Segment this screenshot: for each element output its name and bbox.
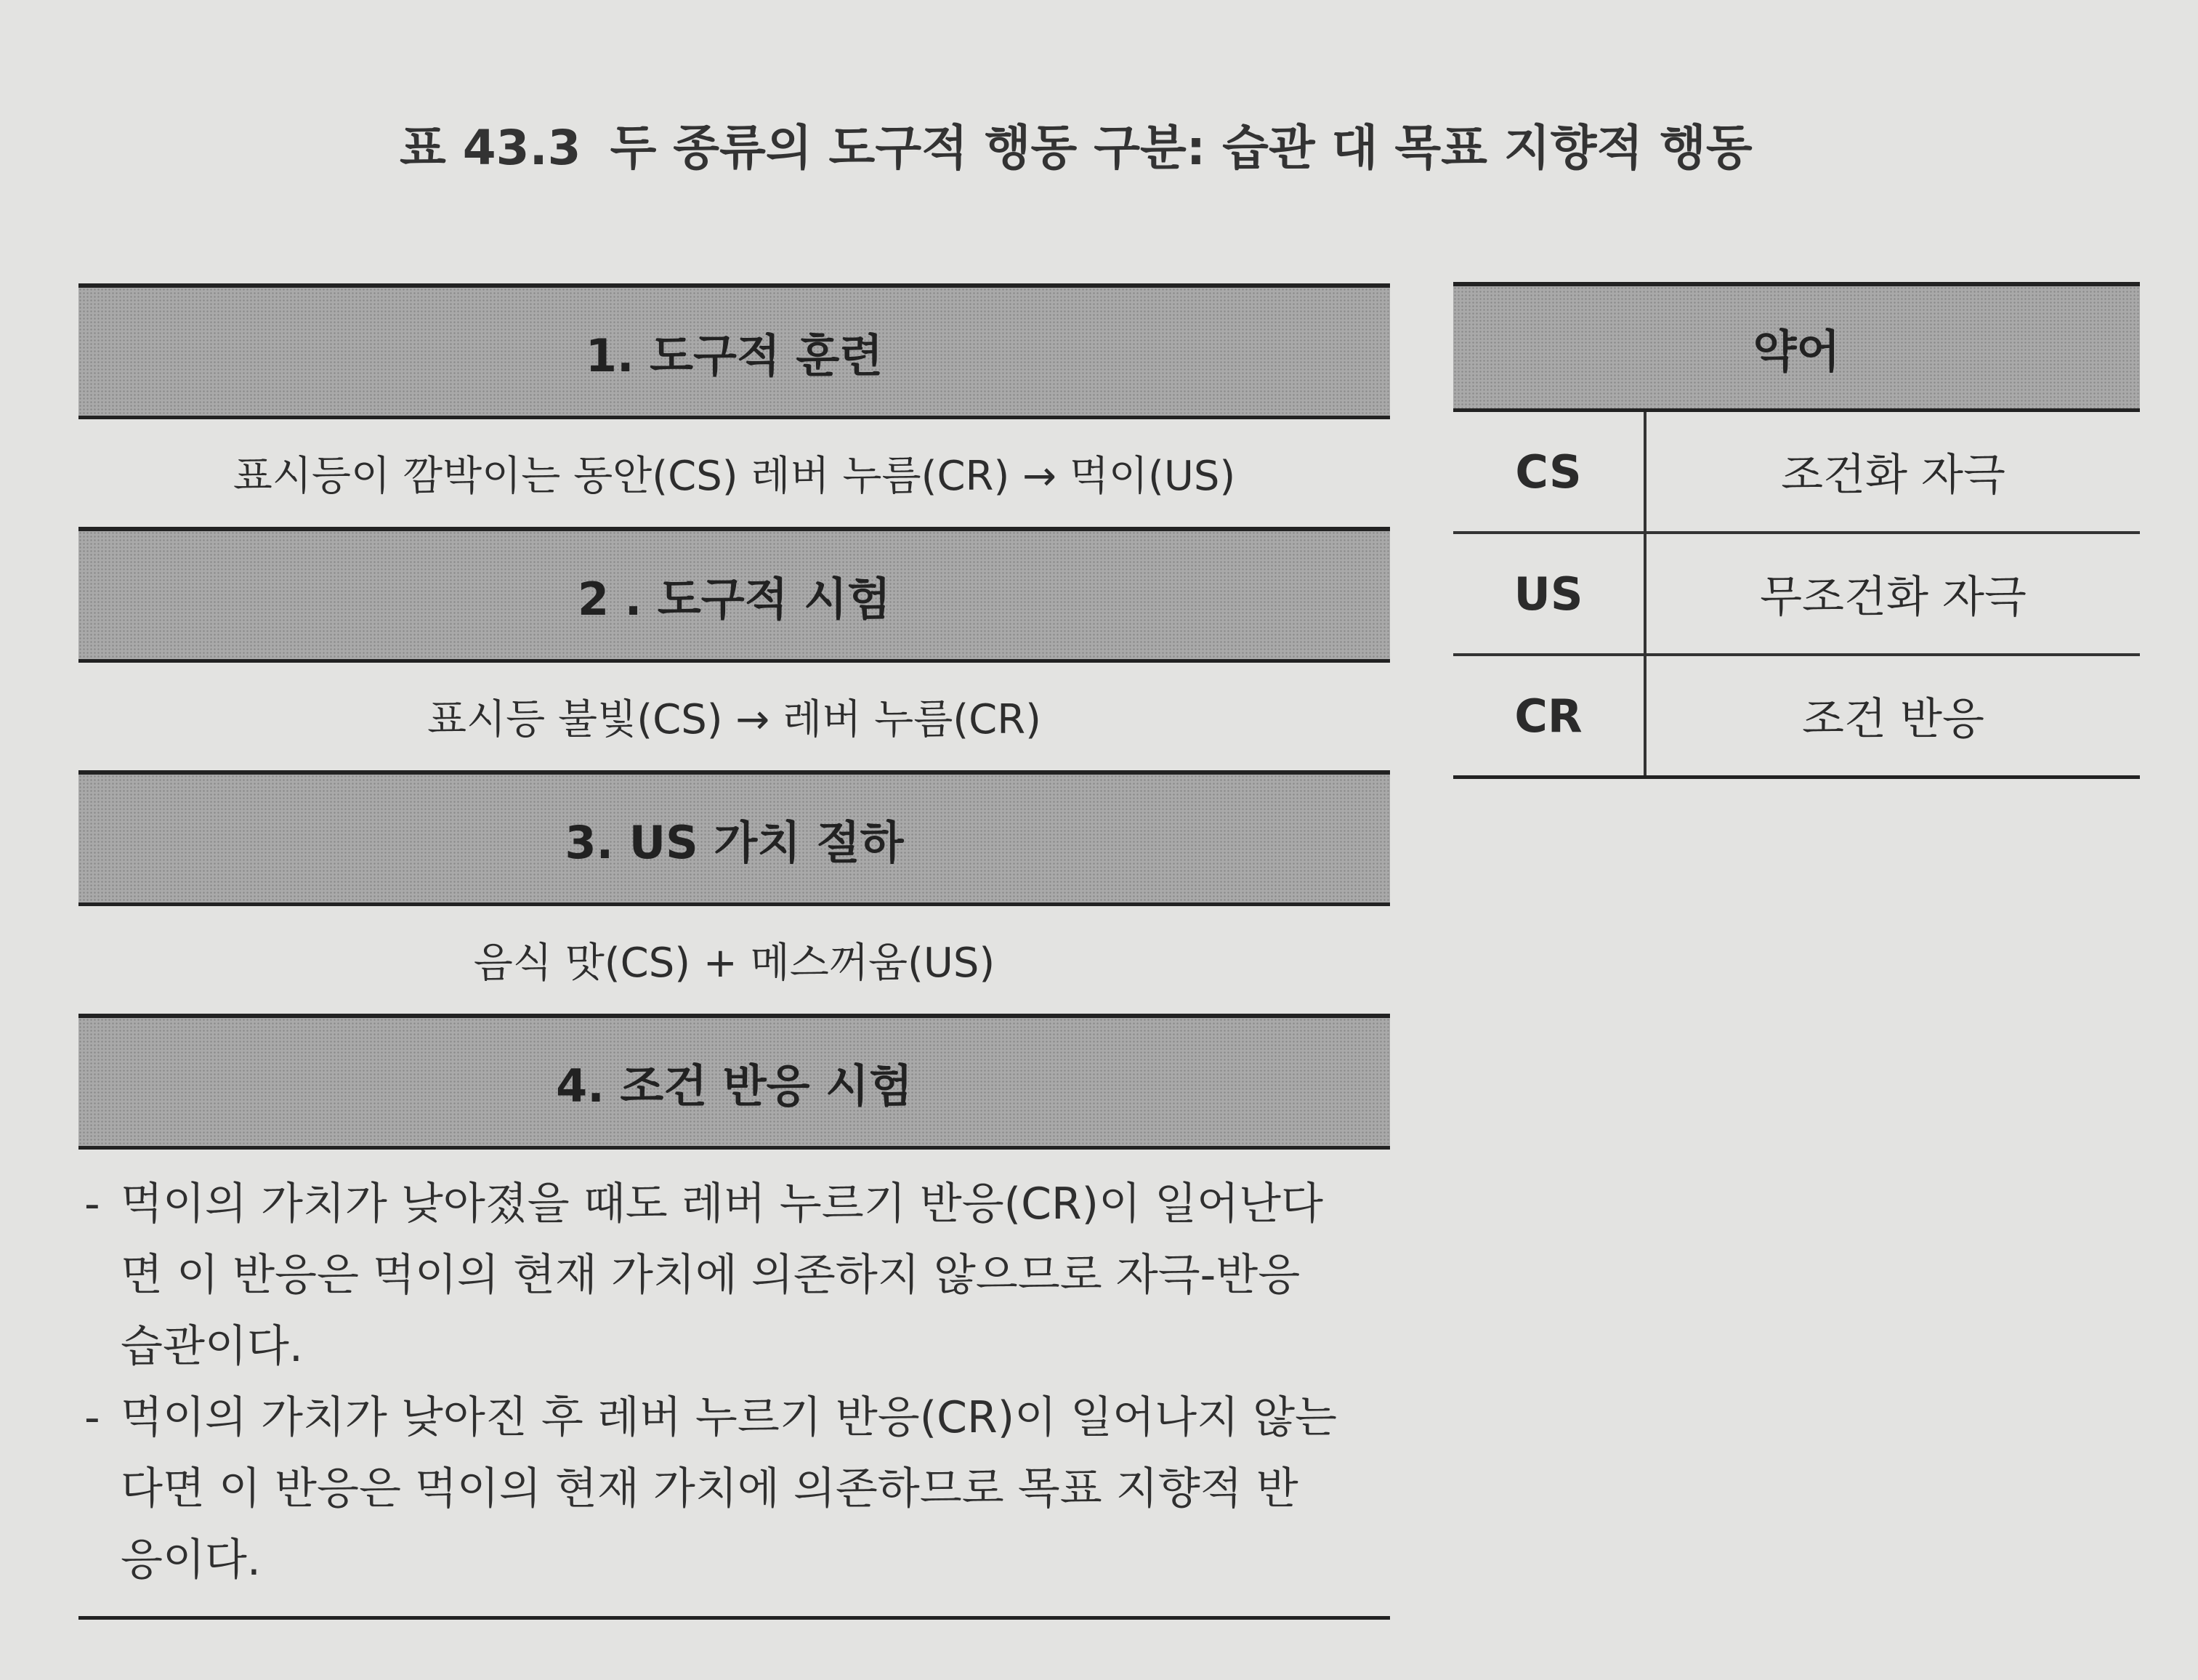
conclusion-notes bbox=[78, 1150, 1390, 1596]
abbreviation-code: CR bbox=[1453, 656, 1647, 775]
note-habit bbox=[78, 1168, 1390, 1382]
procedure-table bbox=[78, 283, 1390, 1620]
section-heading-3: 3. US 가치 절하 bbox=[78, 770, 1390, 906]
section-heading-1: 1. 도구적 훈련 bbox=[78, 283, 1390, 419]
note-line: 습관이다. bbox=[121, 1321, 303, 1372]
table-title-text: 두 종류의 도구적 행동 구분: 습관 대 목표 지향적 행동 bbox=[610, 120, 1753, 176]
note-line: 응이다. bbox=[121, 1535, 261, 1586]
bottom-rule bbox=[78, 1616, 1390, 1620]
abbreviation-code: CS bbox=[1453, 412, 1647, 531]
note-dash: - bbox=[84, 1392, 100, 1443]
note-line: 먹이의 가치가 낮아진 후 레버 누르기 반응(CR)이 일어나지 않는 bbox=[121, 1392, 1338, 1443]
abbreviation-meaning: 조건화 자극 bbox=[1781, 450, 2005, 501]
note-dash: - bbox=[84, 1179, 100, 1229]
abbreviation-code: US bbox=[1453, 534, 1647, 653]
section-content-2: 표시등 불빛(CS) → 레버 누름(CR) bbox=[427, 696, 1042, 743]
note-line: 다면 이 반응은 먹이의 현재 가치에 의존하므로 목표 지향적 반 bbox=[121, 1463, 1298, 1514]
abbreviation-row-cr bbox=[1453, 656, 2140, 775]
abbreviation-meaning: 조건 반응 bbox=[1802, 694, 1984, 745]
note-line: 면 이 반응은 먹이의 현재 가치에 의존하지 않으므로 자극-반응 bbox=[121, 1250, 1301, 1301]
table-number: 표 43.3 bbox=[400, 120, 581, 176]
abbreviation-row-cs bbox=[1453, 412, 2140, 534]
note-goal-directed bbox=[78, 1382, 1390, 1596]
abbreviation-meaning: 무조건화 자극 bbox=[1760, 572, 2027, 623]
abbreviation-table bbox=[1453, 282, 2140, 779]
note-line: 먹이의 가치가 낮아졌을 때도 레버 누르기 반응(CR)이 일어난다 bbox=[121, 1179, 1323, 1229]
table-title bbox=[400, 109, 1753, 178]
section-heading-4: 4. 조건 반응 시험 bbox=[78, 1014, 1390, 1150]
abbreviation-heading: 약어 bbox=[1453, 286, 2140, 412]
abbreviation-row-us bbox=[1453, 534, 2140, 656]
section-heading-2: 2 . 도구적 시험 bbox=[78, 527, 1390, 663]
section-content-3: 음식 맛(CS) + 메스꺼움(US) bbox=[473, 940, 995, 987]
section-content-1: 표시등이 깜박이는 동안(CS) 레버 누름(CR) → 먹이(US) bbox=[233, 453, 1236, 500]
